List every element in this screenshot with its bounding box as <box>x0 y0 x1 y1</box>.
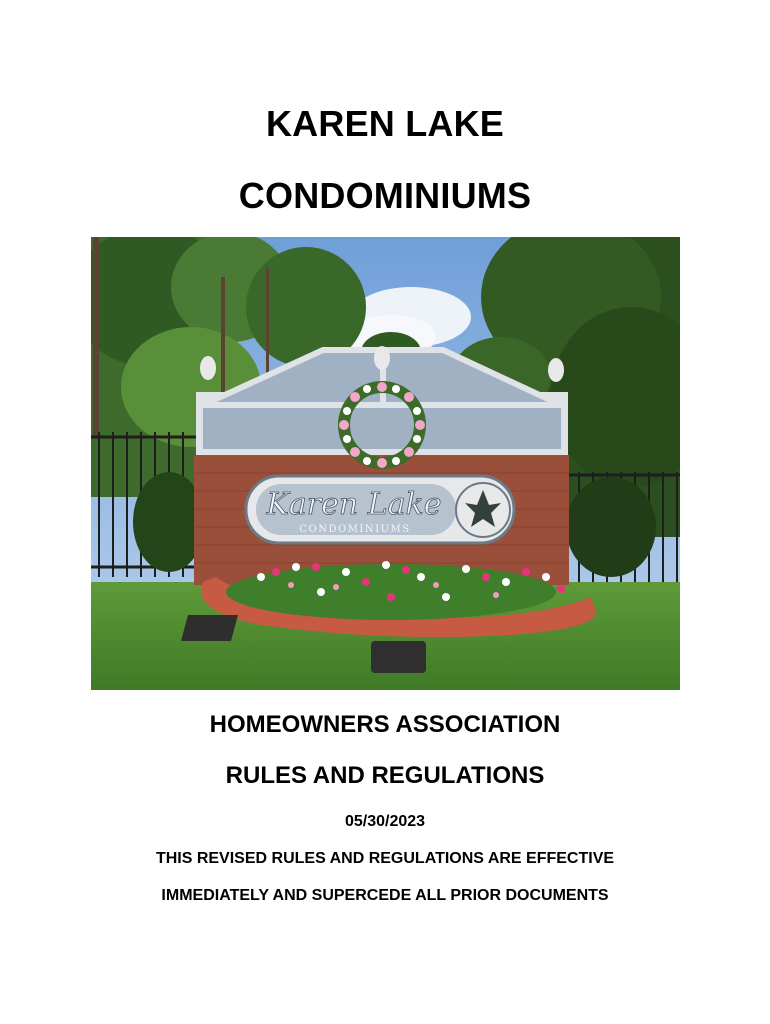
sign-name-text: Karen Lake <box>266 487 442 522</box>
notice-line-1: THIS REVISED RULES AND REGULATIONS ARE EFFECTIVE <box>155 850 615 867</box>
notice-line-2: IMMEDIATELY AND SUPERCEDE ALL PRIOR DOCUMENTS <box>161 887 609 904</box>
document-date: 05/30/2023 <box>344 813 426 830</box>
document-title-line-1: KAREN LAKE <box>265 103 504 144</box>
rules-heading: RULES AND REGULATIONS <box>225 762 545 789</box>
document-title-line-2: CONDOMINIUMS <box>238 175 532 216</box>
sign-subtitle-text: CONDOMINIUMS <box>299 524 411 535</box>
association-heading: HOMEOWNERS ASSOCIATION <box>209 711 561 738</box>
entrance-sign-photo <box>91 237 680 690</box>
